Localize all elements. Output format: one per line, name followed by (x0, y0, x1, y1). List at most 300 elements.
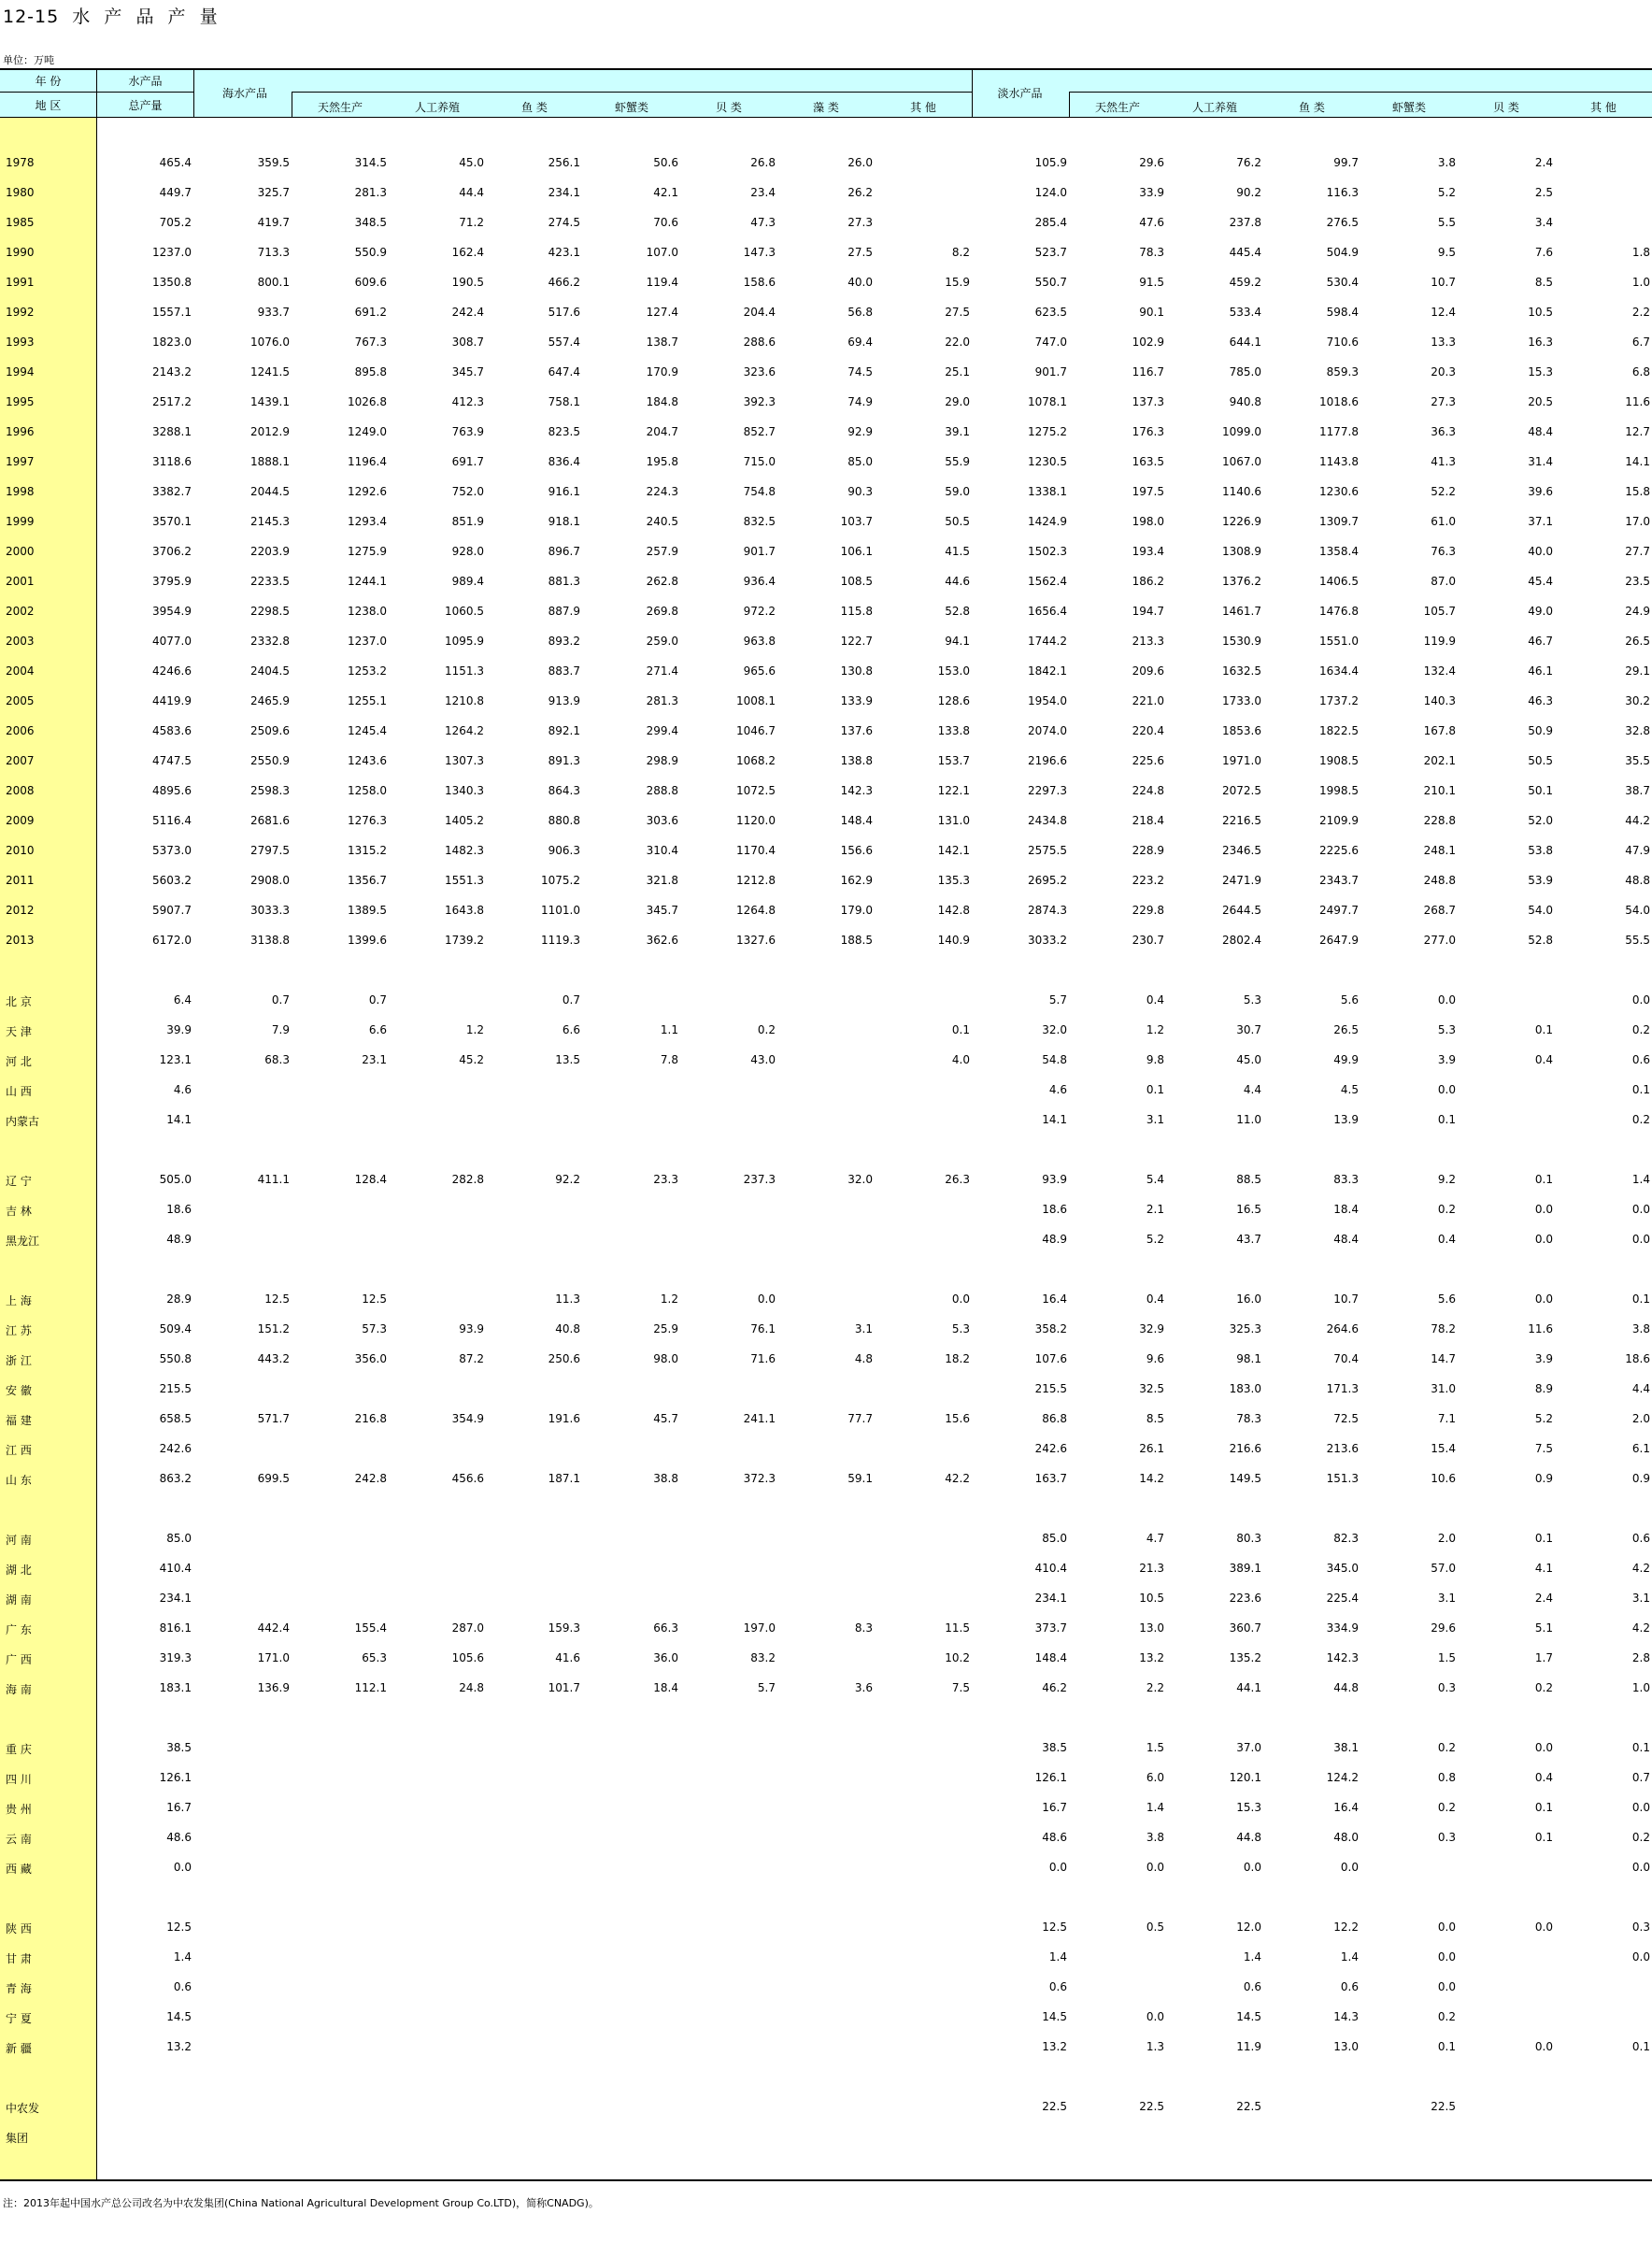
cell-value: 10.6 (1431, 1472, 1456, 1485)
table-row (0, 566, 1652, 596)
cell-value: 2012.9 (250, 425, 290, 438)
cell-value: 71.6 (750, 1352, 776, 1365)
cell-value: 242.4 (451, 306, 484, 319)
cell-value: 15.4 (1431, 1442, 1456, 1455)
cell-value: 14.2 (1139, 1472, 1164, 1485)
cell-value: 105.9 (1034, 156, 1067, 169)
cell-value: 13.2 (166, 2040, 192, 2053)
cell-value: 901.7 (1034, 365, 1067, 378)
cell-value: 40.0 (1528, 545, 1553, 558)
cell-value: 281.3 (646, 694, 678, 707)
cell-value: 0.1 (1437, 1113, 1456, 1126)
cell-value: 27.3 (1431, 395, 1456, 408)
cell-value: 1243.6 (348, 754, 387, 767)
cell-value: 27.7 (1625, 545, 1650, 558)
cell-value: 18.6 (166, 1203, 192, 1216)
table-row (0, 387, 1652, 417)
cell-value: 32.0 (847, 1173, 873, 1186)
cell-value: 0.7 (562, 993, 580, 1007)
cell-value: 43.7 (1236, 1233, 1261, 1246)
row-label: 1999 (6, 515, 35, 528)
cell-value: 2465.9 (250, 694, 290, 707)
header-marine-crust: 虾蟹类 (614, 101, 648, 114)
table-row (0, 207, 1652, 237)
cell-value: 50.5 (1528, 754, 1553, 767)
cell-value: 242.6 (159, 1442, 192, 1455)
cell-value: 138.8 (840, 754, 873, 767)
cell-value: 27.3 (847, 216, 873, 229)
cell-value: 20.3 (1431, 365, 1456, 378)
cell-value: 39.1 (945, 425, 970, 438)
cell-value: 2145.3 (250, 515, 290, 528)
table-row (0, 1254, 1652, 1284)
cell-value: 13.2 (1042, 2040, 1067, 2053)
cell-value: 1399.6 (348, 934, 387, 947)
cell-value: 314.5 (354, 156, 387, 169)
row-label: 广 东 (6, 1623, 32, 1636)
table-row (0, 806, 1652, 835)
cell-value: 1.4 (1048, 1950, 1067, 1964)
table-row (0, 596, 1652, 626)
row-label: 2012 (6, 904, 35, 917)
cell-value: 0.0 (757, 1292, 776, 1306)
cell-value: 0.6 (1048, 1980, 1067, 1993)
cell-value: 933.7 (257, 306, 290, 319)
row-label: 甘 肃 (6, 1952, 32, 1965)
rule-vert-2 (193, 69, 194, 118)
cell-value: 0.2 (1437, 1801, 1456, 1814)
cell-value: 517.6 (548, 306, 580, 319)
cell-value: 22.5 (1139, 2100, 1164, 2113)
table-row (0, 895, 1652, 925)
cell-value: 210.1 (1423, 784, 1456, 797)
cell-value: 7.8 (660, 1053, 678, 1066)
cell-value: 163.7 (1034, 1472, 1067, 1485)
cell-value: 863.2 (159, 1472, 192, 1485)
cell-value: 1823.0 (152, 336, 192, 349)
cell-value: 1255.1 (348, 694, 387, 707)
cell-value: 598.4 (1326, 306, 1359, 319)
cell-value: 323.6 (743, 365, 776, 378)
cell-value: 0.0 (1534, 2040, 1553, 2053)
cell-value: 893.2 (548, 635, 580, 648)
cell-value: 5.3 (1437, 1023, 1456, 1036)
cell-value: 15.6 (945, 1412, 970, 1425)
cell-value: 50.9 (1528, 724, 1553, 737)
cell-value: 449.7 (159, 186, 192, 199)
cell-value: 93.9 (459, 1322, 484, 1335)
cell-value: 240.5 (646, 515, 678, 528)
cell-value: 1853.6 (1222, 724, 1261, 737)
cell-value: 25.1 (945, 365, 970, 378)
cell-value: 194.7 (1132, 605, 1164, 618)
cell-value: 259.0 (646, 635, 678, 648)
cell-value: 1026.8 (348, 395, 387, 408)
cell-value: 85.0 (1042, 1532, 1067, 1545)
cell-value: 3.1 (1437, 1592, 1456, 1605)
cell-value: 0.0 (1340, 1861, 1359, 1874)
cell-value: 57.0 (1431, 1562, 1456, 1575)
cell-value: 11.5 (945, 1621, 970, 1635)
cell-value: 98.0 (653, 1352, 678, 1365)
cell-value: 33.9 (1139, 186, 1164, 199)
cell-value: 1245.4 (348, 724, 387, 737)
cell-value: 8.3 (854, 1621, 873, 1635)
cell-value: 4.6 (173, 1083, 192, 1096)
cell-value: 0.0 (173, 1861, 192, 1874)
cell-value: 137.6 (840, 724, 873, 737)
cell-value: 466.2 (548, 276, 580, 289)
table-row (0, 1464, 1652, 1493)
row-label: 1994 (6, 365, 35, 378)
table-row (0, 507, 1652, 536)
cell-value: 13.5 (555, 1053, 580, 1066)
cell-value: 1119.3 (541, 934, 580, 947)
cell-value: 85.0 (166, 1532, 192, 1545)
cell-value: 229.8 (1132, 904, 1164, 917)
cell-value: 46.3 (1528, 694, 1553, 707)
cell-value: 1226.9 (1222, 515, 1261, 528)
cell-value: 0.0 (1631, 1950, 1650, 1964)
cell-value: 713.3 (257, 246, 290, 259)
cell-value: 0.0 (1437, 1950, 1456, 1964)
cell-value: 93.9 (1042, 1173, 1067, 1186)
table-row (0, 1015, 1652, 1045)
cell-value: 37.1 (1528, 515, 1553, 528)
cell-value: 1237.0 (152, 246, 192, 259)
row-label: 重 庆 (6, 1743, 32, 1756)
cell-value: 2.8 (1631, 1651, 1650, 1664)
cell-value: 48.8 (1625, 874, 1650, 887)
cell-value: 45.2 (459, 1053, 484, 1066)
row-label: 新 疆 (6, 2042, 32, 2055)
cell-value: 1075.2 (541, 874, 580, 887)
cell-value: 1276.3 (348, 814, 387, 827)
cell-value: 354.9 (451, 1412, 484, 1425)
cell-value: 13.3 (1431, 336, 1456, 349)
cell-value: 5.2 (1437, 186, 1456, 199)
cell-value: 881.3 (548, 575, 580, 588)
cell-value: 204.7 (646, 425, 678, 438)
cell-value: 179.0 (840, 904, 873, 917)
table-row (0, 686, 1652, 716)
cell-value: 1557.1 (152, 306, 192, 319)
table-row (0, 1135, 1652, 1164)
cell-value: 14.1 (1625, 455, 1650, 468)
cell-value: 32.9 (1139, 1322, 1164, 1335)
cell-value: 133.8 (937, 724, 970, 737)
cell-value: 12.5 (1042, 1921, 1067, 1934)
cell-value: 224.3 (646, 485, 678, 498)
cell-value: 45.4 (1528, 575, 1553, 588)
cell-value: 38.8 (653, 1472, 678, 1485)
cell-value: 86.8 (1042, 1412, 1067, 1425)
cell-value: 132.4 (1423, 664, 1456, 678)
cell-value: 2343.7 (1319, 874, 1359, 887)
cell-value: 2.0 (1631, 1412, 1650, 1425)
cell-value: 4747.5 (152, 754, 192, 767)
cell-value: 6.4 (173, 993, 192, 1007)
cell-value: 183.1 (159, 1681, 192, 1694)
cell-value: 153.0 (937, 664, 970, 678)
cell-value: 10.7 (1431, 276, 1456, 289)
cell-value: 2346.5 (1222, 844, 1261, 857)
cell-value: 107.0 (646, 246, 678, 259)
cell-value: 1954.0 (1028, 694, 1067, 707)
cell-value: 895.8 (354, 365, 387, 378)
cell-value: 1327.6 (736, 934, 776, 947)
cell-value: 2550.9 (250, 754, 290, 767)
cell-value: 504.9 (1326, 246, 1359, 259)
row-label: 山 东 (6, 1474, 32, 1487)
cell-value: 2908.0 (250, 874, 290, 887)
table-row (0, 237, 1652, 267)
cell-value: 46.2 (1042, 1681, 1067, 1694)
row-label: 2008 (6, 784, 35, 797)
cell-value: 24.9 (1625, 605, 1650, 618)
cell-value: 52.0 (1528, 814, 1553, 827)
cell-value: 124.0 (1034, 186, 1067, 199)
cell-value: 1.0 (1631, 276, 1650, 289)
cell-value: 4.4 (1631, 1382, 1650, 1395)
cell-value: 66.3 (653, 1621, 678, 1635)
cell-value: 176.3 (1132, 425, 1164, 438)
cell-value: 0.1 (951, 1023, 970, 1036)
cell-value: 1562.4 (1028, 575, 1067, 588)
row-label: 河 北 (6, 1055, 32, 1068)
cell-value: 26.1 (1139, 1442, 1164, 1455)
cell-value: 0.0 (1534, 1921, 1553, 1934)
cell-value: 257.9 (646, 545, 678, 558)
cell-value: 1309.7 (1319, 515, 1359, 528)
cell-value: 102.9 (1132, 336, 1164, 349)
cell-value: 186.2 (1132, 575, 1164, 588)
cell-value: 356.0 (354, 1352, 387, 1365)
cell-value: 35.5 (1625, 754, 1650, 767)
cell-value: 445.4 (1229, 246, 1261, 259)
cell-value: 4077.0 (152, 635, 192, 648)
header-total-2: 总产量 (128, 99, 163, 112)
cell-value: 105.6 (451, 1651, 484, 1664)
cell-value: 372.3 (743, 1472, 776, 1485)
cell-value: 48.6 (166, 1831, 192, 1844)
cell-value: 5.5 (1437, 216, 1456, 229)
cell-value: 1008.1 (736, 694, 776, 707)
cell-value: 22.5 (1431, 2100, 1456, 2113)
cell-value: 1424.9 (1028, 515, 1067, 528)
cell-value: 223.6 (1229, 1592, 1261, 1605)
row-label: 上 海 (6, 1294, 32, 1307)
cell-value: 2297.3 (1028, 784, 1067, 797)
cell-value: 213.6 (1326, 1442, 1359, 1455)
cell-value: 46.1 (1528, 664, 1553, 678)
cell-value: 15.9 (945, 276, 970, 289)
cell-value: 4419.9 (152, 694, 192, 707)
cell-value: 623.5 (1034, 306, 1067, 319)
cell-value: 159.3 (548, 1621, 580, 1635)
cell-value: 17.0 (1625, 515, 1650, 528)
cell-value: 68.3 (264, 1053, 290, 1066)
cell-value: 1230.5 (1028, 455, 1067, 468)
cell-value: 76.3 (1431, 545, 1456, 558)
cell-value: 128.4 (354, 1173, 387, 1186)
cell-value: 928.0 (451, 545, 484, 558)
cell-value: 4895.6 (152, 784, 192, 797)
cell-value: 44.2 (1625, 814, 1650, 827)
cell-value: 90.1 (1139, 306, 1164, 319)
cell-value: 264.6 (1326, 1322, 1359, 1335)
cell-value: 14.7 (1431, 1352, 1456, 1365)
cell-value: 18.4 (1333, 1203, 1359, 1216)
cell-value: 373.7 (1034, 1621, 1067, 1635)
row-label: 西 藏 (6, 1863, 32, 1876)
cell-value: 61.0 (1431, 515, 1456, 528)
cell-value: 1275.2 (1028, 425, 1067, 438)
table-row (0, 1553, 1652, 1583)
cell-value: 832.5 (743, 515, 776, 528)
cell-value: 345.7 (646, 904, 678, 917)
cell-value: 241.1 (743, 1412, 776, 1425)
cell-value: 2575.5 (1028, 844, 1067, 857)
cell-value: 3.6 (854, 1681, 873, 1694)
cell-value: 237.3 (743, 1173, 776, 1186)
cell-value: 237.8 (1229, 216, 1261, 229)
cell-value: 1632.5 (1222, 664, 1261, 678)
cell-value: 2.4 (1534, 1592, 1553, 1605)
cell-value: 0.0 (1631, 1861, 1650, 1874)
row-label: 海 南 (6, 1683, 32, 1696)
cell-value: 1.4 (1146, 1801, 1164, 1814)
cell-value: 459.2 (1229, 276, 1261, 289)
cell-value: 116.3 (1326, 186, 1359, 199)
cell-value: 3.8 (1437, 156, 1456, 169)
cell-value: 0.0 (1631, 1801, 1650, 1814)
row-label: 2003 (6, 635, 35, 648)
cell-value: 1.0 (1631, 1681, 1650, 1694)
cell-value: 42.2 (945, 1472, 970, 1485)
cell-value: 5.7 (1048, 993, 1067, 1007)
cell-value: 0.0 (951, 1292, 970, 1306)
cell-value: 7.5 (1534, 1442, 1553, 1455)
rule-subheader-fresh (1069, 92, 1652, 93)
cell-value: 859.3 (1326, 365, 1359, 378)
cell-value: 15.8 (1625, 485, 1650, 498)
row-label: 1997 (6, 455, 35, 468)
row-label: 青 海 (6, 1982, 32, 1995)
cell-value: 48.9 (1042, 1233, 1067, 1246)
cell-value: 80.3 (1236, 1532, 1261, 1545)
cell-value: 209.6 (1132, 664, 1164, 678)
cell-value: 1482.3 (445, 844, 484, 857)
cell-value: 215.5 (1034, 1382, 1067, 1395)
cell-value: 131.0 (937, 814, 970, 827)
cell-value: 442.4 (257, 1621, 290, 1635)
cell-value: 155.4 (354, 1621, 387, 1635)
cell-value: 36.3 (1431, 425, 1456, 438)
cell-value: 1099.0 (1222, 425, 1261, 438)
cell-value: 1140.6 (1222, 485, 1261, 498)
cell-value: 225.6 (1132, 754, 1164, 767)
table-row (0, 1763, 1652, 1792)
table-row (0, 1344, 1652, 1374)
cell-value: 5603.2 (152, 874, 192, 887)
cell-value: 90.3 (847, 485, 873, 498)
cell-value: 112.1 (354, 1681, 387, 1694)
cell-value: 91.5 (1139, 276, 1164, 289)
cell-value: 4.7 (1146, 1532, 1164, 1545)
cell-value: 16.3 (1528, 336, 1553, 349)
cell-value: 1338.1 (1028, 485, 1067, 498)
cell-value: 1502.3 (1028, 545, 1067, 558)
table-row (0, 1673, 1652, 1703)
cell-value: 5373.0 (152, 844, 192, 857)
cell-value: 0.6 (173, 1980, 192, 1993)
cell-value: 28.9 (166, 1292, 192, 1306)
cell-value: 1264.8 (736, 904, 776, 917)
cell-value: 0.0 (1146, 1861, 1164, 1874)
row-label: 四 川 (6, 1773, 32, 1786)
cell-value: 1733.0 (1222, 694, 1261, 707)
cell-value: 138.7 (646, 336, 678, 349)
table-row (0, 1583, 1652, 1613)
table-row (0, 1703, 1652, 1733)
cell-value: 0.0 (1437, 1083, 1456, 1096)
cell-value: 918.1 (548, 515, 580, 528)
cell-value: 262.8 (646, 575, 678, 588)
cell-value: 49.0 (1528, 605, 1553, 618)
row-label: 陕 西 (6, 1922, 32, 1935)
row-label: 2007 (6, 754, 35, 767)
page-title: 12-15 水 产 品 产 量 (3, 7, 219, 27)
cell-value: 758.1 (548, 395, 580, 408)
cell-value: 8.9 (1534, 1382, 1553, 1395)
cell-value: 0.0 (1437, 1980, 1456, 1993)
cell-value: 71.2 (459, 216, 484, 229)
cell-value: 2196.6 (1028, 754, 1067, 767)
cell-value: 198.0 (1132, 515, 1164, 528)
cell-value: 3.9 (1437, 1053, 1456, 1066)
cell-value: 242.8 (354, 1472, 387, 1485)
cell-value: 0.0 (1631, 993, 1650, 1007)
cell-value: 14.5 (1236, 2010, 1261, 2023)
cell-value: 56.8 (847, 306, 873, 319)
table-row (0, 1493, 1652, 1523)
table-row (0, 1434, 1652, 1464)
cell-value: 0.1 (1534, 1831, 1553, 1844)
row-label: 湖 南 (6, 1593, 32, 1607)
cell-value: 12.0 (1236, 1921, 1261, 1934)
cell-value: 5.6 (1437, 1292, 1456, 1306)
cell-value: 0.4 (1534, 1771, 1553, 1784)
row-label: 内蒙古 (6, 1115, 40, 1128)
cell-value: 116.7 (1132, 365, 1164, 378)
cell-value: 4.1 (1534, 1562, 1553, 1575)
cell-value: 550.7 (1034, 276, 1067, 289)
cell-value: 0.3 (1631, 1921, 1650, 1934)
cell-value: 0.1 (1631, 1083, 1650, 1096)
cell-value: 7.9 (271, 1023, 290, 1036)
cell-value: 26.5 (1333, 1023, 1359, 1036)
cell-value: 1634.4 (1319, 664, 1359, 678)
cell-value: 85.0 (847, 455, 873, 468)
cell-value: 127.4 (646, 306, 678, 319)
row-label: 2002 (6, 605, 35, 618)
cell-value: 0.4 (1146, 993, 1164, 1007)
row-label: 辽 宁 (6, 1175, 32, 1188)
rule-bottom (0, 2179, 1652, 2181)
cell-value: 193.4 (1132, 545, 1164, 558)
rule-header-bottom (0, 117, 1652, 118)
